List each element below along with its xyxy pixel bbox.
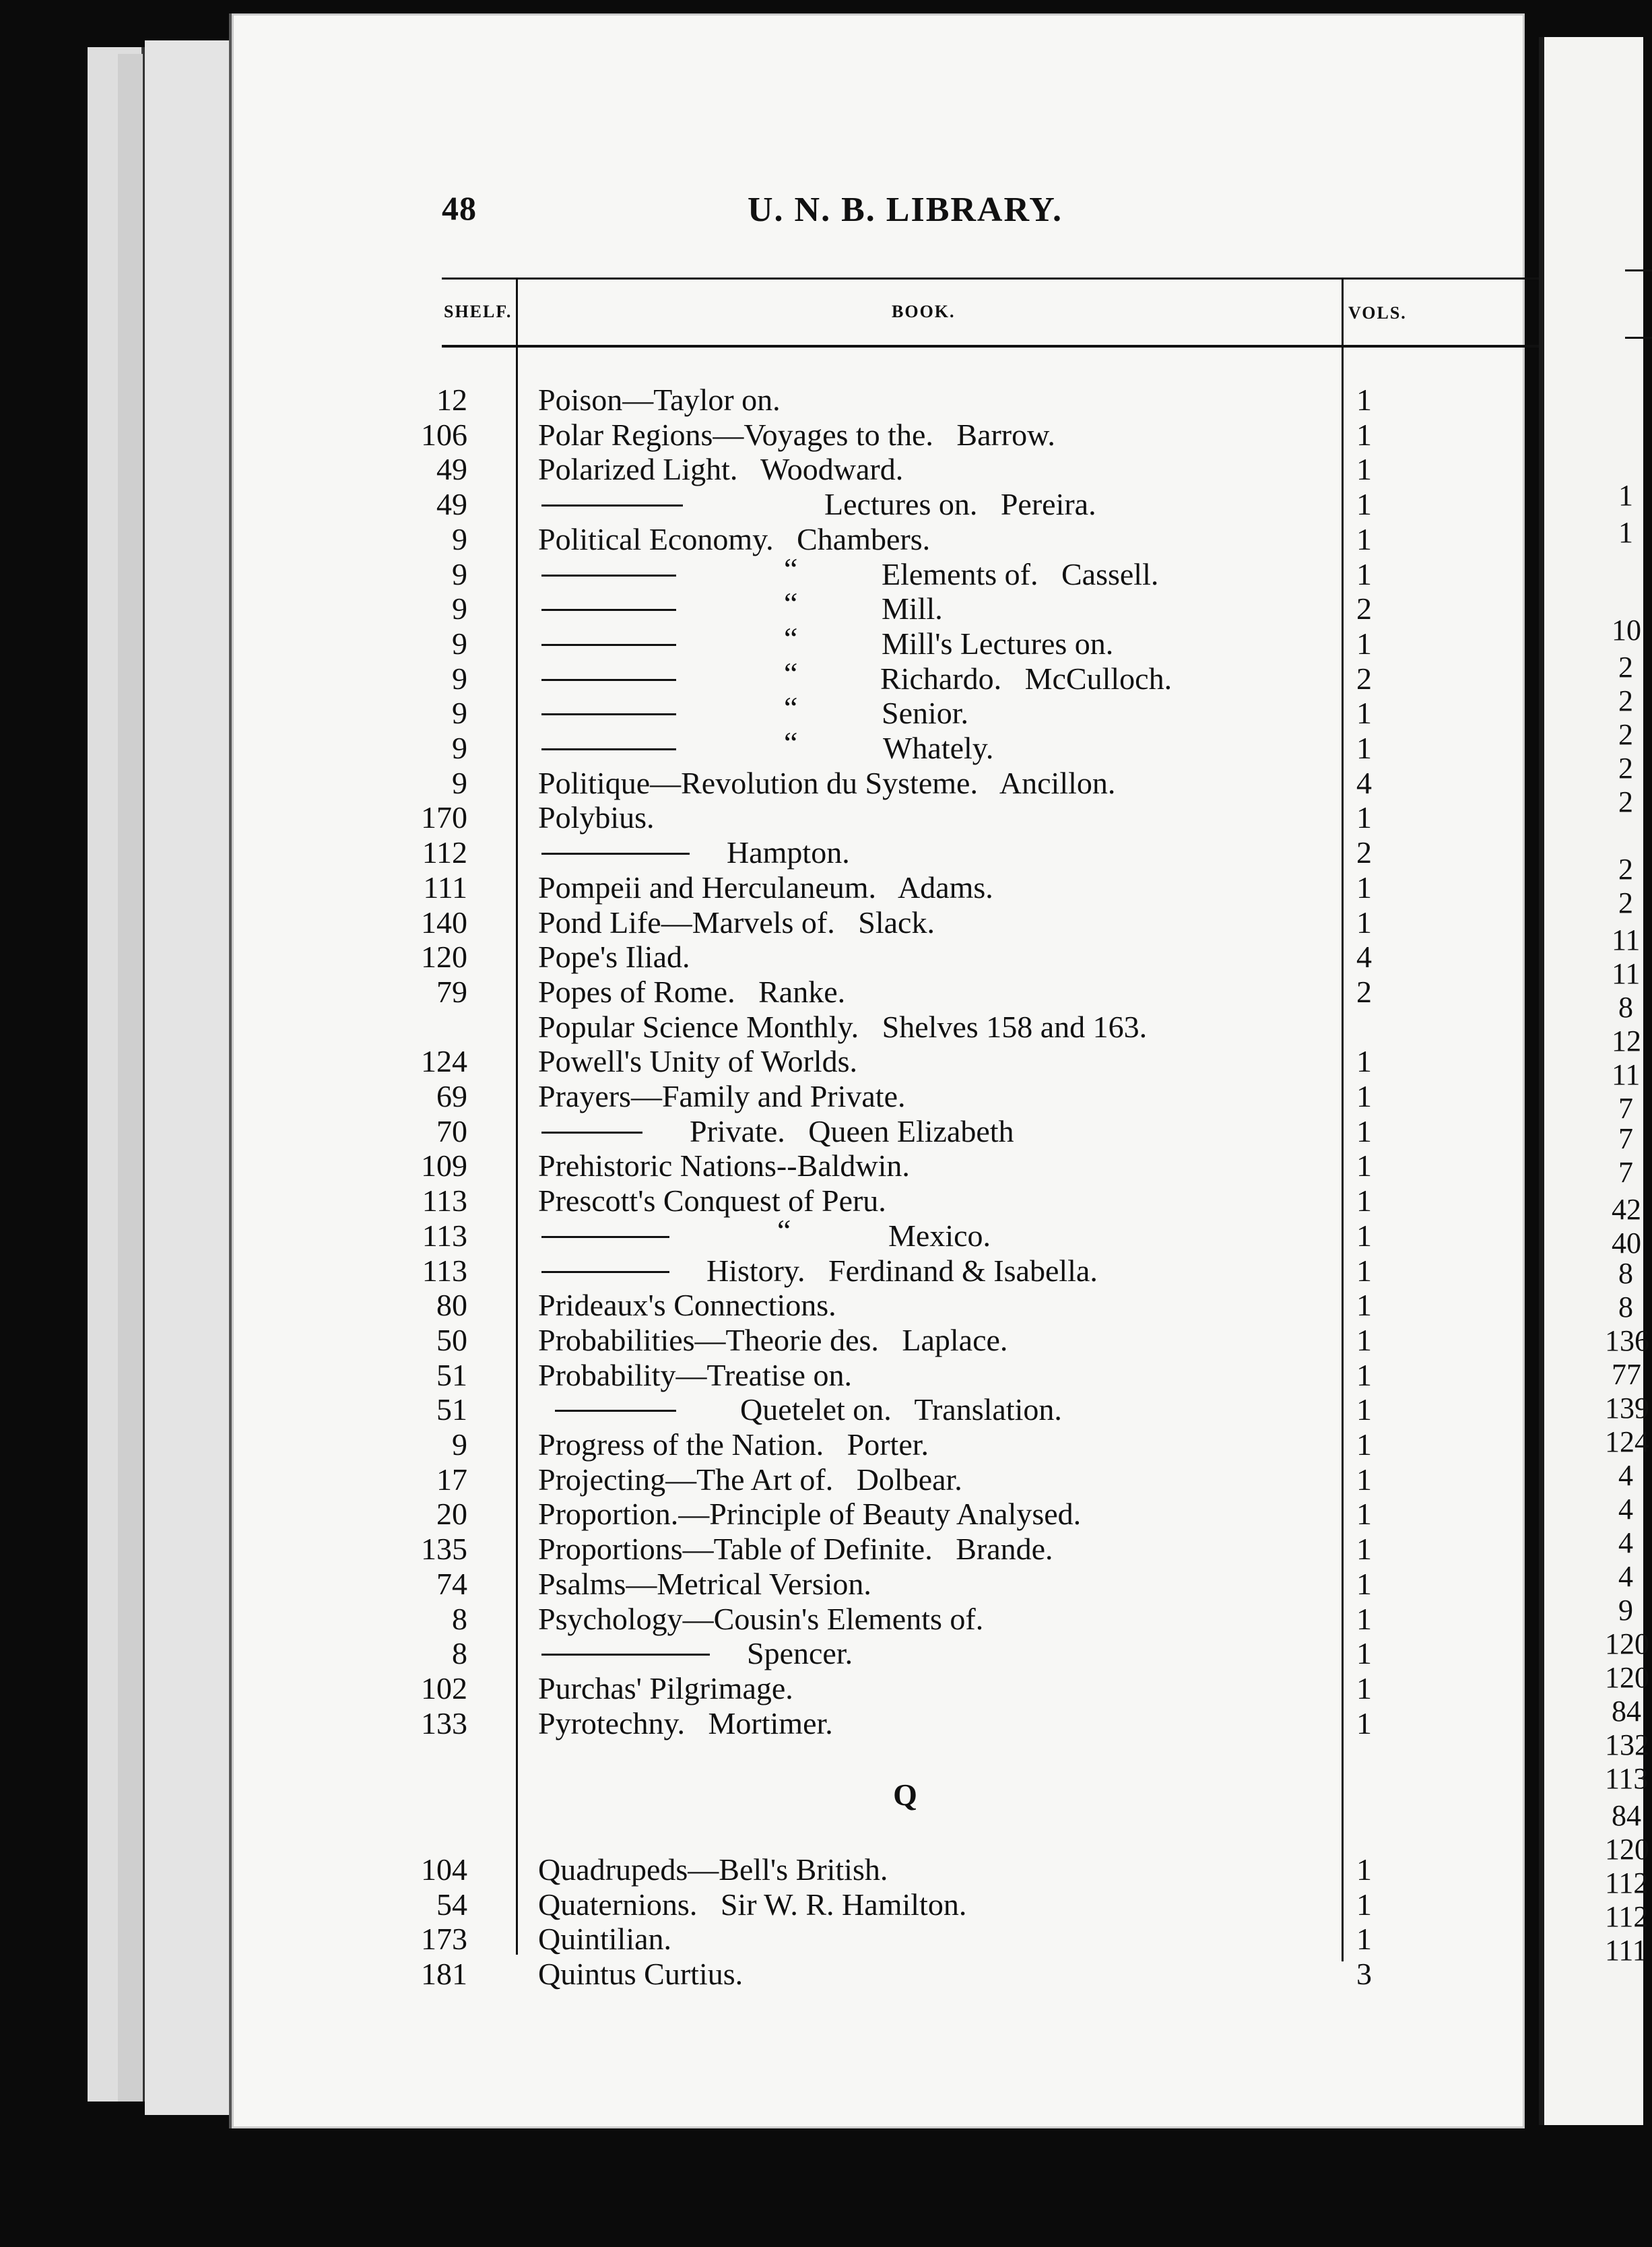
adjacent-page-number: 120	[1605, 1661, 1649, 1694]
entry-row	[232, 1323, 1525, 1358]
entry-title: Probability—Treatise on.	[538, 1357, 852, 1392]
entry-row	[232, 1957, 1525, 1992]
entry-shelf: 106	[421, 417, 467, 452]
entry-title: Quaternions. Sir W. R. Hamilton.	[538, 1887, 967, 1922]
entry-vols: 1	[1356, 1183, 1372, 1218]
adjacent-page-number: 4	[1618, 1493, 1633, 1526]
entry-title: Proportion.—Principle of Beauty Analysed.	[538, 1497, 1082, 1532]
entry-shelf: 102	[421, 1670, 467, 1705]
entry-shelf: 113	[422, 1253, 467, 1288]
entry-vols: 1	[1356, 1427, 1372, 1462]
ditto-mark: “	[784, 725, 798, 760]
entry-title: Prehistoric Nations--Baldwin.	[538, 1148, 910, 1183]
entry-shelf: 9	[452, 661, 467, 696]
entry-vols: 1	[1356, 1044, 1372, 1079]
entry-row	[232, 1010, 1525, 1045]
ditto-rule	[541, 504, 683, 507]
adjacent-page-number: 84	[1612, 1799, 1641, 1832]
entry-shelf: 49	[436, 452, 467, 487]
entry-title: Pope's Iliad.	[538, 940, 690, 975]
entry-title: Senior.	[882, 696, 969, 731]
entry-title: Pyrotechny. Mortimer.	[538, 1705, 833, 1740]
entry-shelf: 49	[436, 487, 467, 522]
ditto-rule	[541, 609, 676, 611]
adjacent-page-number: 136	[1605, 1324, 1649, 1357]
ditto-rule	[541, 679, 676, 681]
entry-title: Progress of the Nation. Porter.	[538, 1427, 929, 1462]
adjacent-page-number: 113	[1605, 1762, 1649, 1795]
adjacent-page-number: 11	[1612, 923, 1641, 956]
adjacent-page-number: 111	[1605, 1934, 1647, 1967]
entry-shelf: 79	[436, 974, 467, 1009]
entry-title: Popes of Rome. Ranke.	[538, 974, 846, 1009]
entry-title: Probabilities—Theorie des. Laplace.	[538, 1322, 1008, 1357]
column-header-book: BOOK.	[892, 302, 956, 321]
entry-shelf: 54	[436, 1887, 467, 1922]
entry-title: Prayers—Family and Private.	[538, 1079, 906, 1113]
entry-vols: 1	[1356, 417, 1372, 452]
entry-vols: 1	[1356, 521, 1372, 556]
entry-shelf: 8	[452, 1601, 467, 1636]
entry-title: Prescott's Conquest of Peru.	[538, 1183, 886, 1218]
entry-shelf: 51	[436, 1357, 467, 1392]
entry-row	[232, 1288, 1525, 1323]
entry-vols: 1	[1356, 1887, 1372, 1922]
entry-title: Private. Queen Elizabeth	[690, 1113, 1014, 1148]
entry-shelf: 9	[452, 556, 467, 591]
entry-vols: 1	[1356, 1253, 1372, 1288]
entry-row	[232, 1183, 1525, 1218]
ditto-mark: “	[784, 551, 798, 586]
entry-row	[232, 690, 1525, 731]
entry-row	[232, 1852, 1525, 1887]
entry-row	[232, 1636, 1525, 1671]
entry-shelf: 9	[452, 731, 467, 765]
entry-shelf: 113	[422, 1218, 467, 1253]
entry-title: History. Ferdinand & Isabella.	[706, 1253, 1098, 1288]
entry-title: Polybius.	[538, 800, 655, 835]
entry-row	[232, 1887, 1525, 1922]
adjacent-page-number: 7	[1618, 1156, 1633, 1189]
entry-row	[232, 487, 1525, 522]
entry-row	[232, 870, 1525, 905]
section-letter: Q	[893, 1778, 917, 1812]
entry-shelf: 135	[421, 1532, 467, 1567]
adjacent-page-number: 2	[1618, 886, 1633, 919]
entry-row	[232, 1212, 1525, 1253]
entry-shelf: 133	[421, 1705, 467, 1740]
entry-vols: 1	[1356, 1497, 1372, 1532]
entry-shelf: 51	[436, 1392, 467, 1427]
adjacent-page-number: 8	[1618, 1291, 1633, 1324]
entry-vols: 2	[1356, 661, 1372, 696]
entry-row	[232, 1671, 1525, 1706]
ditto-mark: “	[784, 655, 798, 690]
entry-title: Psychology—Cousin's Elements of.	[538, 1601, 984, 1636]
adjacent-page-number: 124	[1605, 1425, 1649, 1458]
adjacent-page-number: 1	[1618, 479, 1633, 512]
ditto-rule	[541, 1271, 669, 1273]
entry-row	[232, 1567, 1525, 1602]
catalogue-page	[229, 13, 1525, 2128]
entry-shelf: 9	[452, 1427, 467, 1462]
adjacent-page-number: 84	[1612, 1695, 1641, 1728]
adjacent-page-number: 40	[1612, 1227, 1641, 1260]
adjacent-page-number: 9	[1618, 1594, 1633, 1627]
entry-vols: 1	[1356, 1532, 1372, 1567]
entry-vols: 1	[1356, 1670, 1372, 1705]
adjacent-page-number: 112	[1605, 1900, 1649, 1933]
entry-title: Whately.	[883, 731, 994, 765]
adjacent-page-number: 4	[1618, 1459, 1633, 1492]
entry-vols: 1	[1356, 556, 1372, 591]
entry-row	[232, 522, 1525, 557]
entry-title: Richardo. McCulloch.	[880, 661, 1172, 696]
entry-shelf: 113	[422, 1183, 467, 1218]
entry-vols: 1	[1356, 1462, 1372, 1497]
entry-shelf: 74	[436, 1566, 467, 1601]
entry-vols: 1	[1356, 1922, 1372, 1957]
entry-row	[232, 452, 1525, 487]
adjacent-page-number: 77	[1612, 1358, 1641, 1391]
entry-shelf: 124	[421, 1044, 467, 1079]
ditto-rule	[541, 713, 676, 715]
entry-row	[232, 766, 1525, 801]
entry-shelf: 80	[436, 1288, 467, 1323]
entry-shelf: 9	[452, 591, 467, 626]
adjacent-page-number: 8	[1618, 1257, 1633, 1290]
entry-vols: 1	[1356, 1148, 1372, 1183]
column-header-vols: VOLS.	[1348, 303, 1407, 323]
entry-vols: 1	[1356, 1322, 1372, 1357]
entry-title: Polarized Light. Woodward.	[538, 452, 904, 487]
entry-row	[232, 1114, 1525, 1149]
entry-vols: 1	[1356, 1636, 1372, 1671]
entry-vols: 1	[1356, 1218, 1372, 1253]
ditto-rule	[541, 644, 676, 646]
entry-title: Mill's Lectures on.	[882, 626, 1114, 661]
entry-title: Polar Regions—Voyages to the. Barrow.	[538, 417, 1055, 452]
adjacent-page-number: 7	[1618, 1092, 1633, 1125]
entry-row	[232, 905, 1525, 940]
adjacent-page-number: 2	[1618, 853, 1633, 886]
ditto-rule	[541, 1132, 642, 1134]
entry-shelf: 181	[421, 1957, 467, 1992]
page-number: 48	[442, 189, 477, 227]
entry-row	[232, 655, 1525, 696]
entry-shelf: 50	[436, 1322, 467, 1357]
entry-vols: 1	[1356, 626, 1372, 661]
entry-shelf: 109	[421, 1148, 467, 1183]
adjacent-page-rule	[1625, 269, 1652, 271]
adjacent-page-number: 4	[1618, 1560, 1633, 1593]
entry-row	[232, 1427, 1525, 1462]
adjacent-page-number: 2	[1618, 785, 1633, 818]
entry-shelf: 140	[421, 905, 467, 940]
entry-title: Politique—Revolution du Systeme. Ancillon.	[538, 765, 1116, 800]
entry-row	[232, 1358, 1525, 1393]
entry-shelf: 9	[452, 696, 467, 731]
adjacent-page-number: 7	[1618, 1122, 1633, 1155]
ditto-mark: “	[784, 690, 798, 725]
entry-vols: 1	[1356, 1392, 1372, 1427]
entry-vols: 1	[1356, 696, 1372, 731]
entry-vols: 1	[1356, 452, 1372, 487]
entry-shelf: 8	[452, 1636, 467, 1671]
entry-shelf: 20	[436, 1497, 467, 1532]
entry-shelf: 12	[436, 383, 467, 417]
entry-shelf: 9	[452, 521, 467, 556]
ditto-rule	[541, 853, 690, 855]
entry-row	[232, 1079, 1525, 1114]
entry-title: Purchas' Pilgrimage.	[538, 1670, 793, 1705]
ditto-mark: “	[784, 620, 798, 655]
entry-row	[232, 835, 1525, 870]
entry-vols: 1	[1356, 383, 1372, 417]
entry-row	[232, 551, 1525, 592]
entry-title: Spencer.	[747, 1636, 853, 1671]
entry-title: Mill.	[882, 591, 943, 626]
entry-title: Elements of. Cassell.	[882, 556, 1159, 591]
entry-row	[232, 1392, 1525, 1427]
adjacent-page-number: 2	[1618, 718, 1633, 751]
entry-shelf: 70	[436, 1113, 467, 1148]
entry-shelf: 120	[421, 940, 467, 975]
entry-vols: 1	[1356, 731, 1372, 765]
entry-vols: 2	[1356, 591, 1372, 626]
entry-row	[232, 975, 1525, 1010]
entry-vols: 1	[1356, 1566, 1372, 1601]
entry-shelf: 9	[452, 765, 467, 800]
running-title: U. N. B. LIBRARY.	[747, 191, 1063, 229]
adjacent-page-number: 11	[1612, 957, 1641, 990]
entry-shelf: 69	[436, 1079, 467, 1113]
adjacent-page-number: 1	[1618, 516, 1633, 549]
entry-vols: 2	[1356, 974, 1372, 1009]
adjacent-page-number: 11	[1612, 1058, 1641, 1091]
adjacent-page-number: 139	[1605, 1392, 1649, 1425]
entry-shelf: 111	[423, 870, 467, 905]
entry-shelf: 104	[421, 1852, 467, 1887]
entry-row	[232, 1602, 1525, 1637]
entry-vols: 1	[1356, 1357, 1372, 1392]
entry-shelf: 173	[421, 1922, 467, 1957]
adjacent-page-number: 4	[1618, 1526, 1633, 1559]
entry-vols: 1	[1356, 1705, 1372, 1740]
entry-vols: 1	[1356, 487, 1372, 522]
entry-row	[232, 725, 1525, 766]
adjacent-page-number: 10	[1612, 614, 1641, 647]
entry-shelf: 17	[436, 1462, 467, 1497]
entry-title: Quetelet on. Translation.	[740, 1392, 1062, 1427]
entry-row	[232, 800, 1525, 835]
entry-vols: 1	[1356, 905, 1372, 940]
entry-title: Quintus Curtius.	[538, 1957, 744, 1992]
ditto-rule	[541, 1654, 710, 1656]
entry-row	[232, 1253, 1525, 1289]
entry-row	[232, 1922, 1525, 1957]
entry-row	[232, 383, 1525, 418]
entry-vols: 3	[1356, 1957, 1372, 1992]
entry-title: Poison—Taylor on.	[538, 383, 781, 417]
entry-vols: 1	[1356, 1079, 1372, 1113]
entry-row	[232, 418, 1525, 453]
entry-row	[232, 940, 1525, 975]
entry-title: Mexico.	[888, 1218, 991, 1253]
ditto-rule	[541, 1236, 669, 1238]
entry-title: Proportions—Table of Definite. Brande.	[538, 1532, 1053, 1567]
page-edge-stack	[145, 40, 236, 2115]
adjacent-page-number: 12	[1612, 1024, 1641, 1057]
entry-title: Popular Science Monthly. Shelves 158 and 163.	[538, 1009, 1148, 1044]
entry-title: Lectures on. Pereira.	[824, 487, 1096, 522]
adjacent-page-number: 2	[1618, 651, 1633, 684]
adjacent-page-fragment	[1539, 37, 1649, 2125]
ditto-mark: “	[777, 1212, 791, 1247]
entry-title: Pompeii and Herculaneum. Adams.	[538, 870, 993, 905]
adjacent-page-number: 112	[1605, 1866, 1649, 1899]
ditto-rule	[555, 1410, 676, 1412]
header-rule-bottom	[442, 345, 1540, 348]
entry-row	[232, 1148, 1525, 1183]
column-header-shelf: SHELF.	[444, 302, 513, 321]
entry-vols: 4	[1356, 940, 1372, 975]
entry-row	[232, 1706, 1525, 1741]
entry-vols: 1	[1356, 800, 1372, 835]
entry-shelf: 170	[421, 800, 467, 835]
entry-title: Psalms—Metrical Version.	[538, 1566, 871, 1601]
entry-title: Quintilian.	[538, 1922, 672, 1957]
entry-title: Projecting—The Art of. Dolbear.	[538, 1462, 962, 1497]
entry-row	[232, 1462, 1525, 1497]
entry-row	[232, 586, 1525, 626]
entry-vols: 1	[1356, 1288, 1372, 1323]
entry-vols: 1	[1356, 1113, 1372, 1148]
entry-row	[232, 620, 1525, 661]
ditto-rule	[541, 575, 676, 577]
adjacent-page-rule	[1625, 337, 1652, 339]
entry-shelf: 112	[422, 835, 467, 870]
adjacent-page-number: 2	[1618, 684, 1633, 717]
entry-row	[232, 1497, 1525, 1532]
adjacent-page-number: 132	[1605, 1728, 1649, 1761]
entry-row	[232, 1044, 1525, 1079]
adjacent-page-number: 42	[1612, 1193, 1641, 1226]
adjacent-page-number: 8	[1618, 991, 1633, 1024]
entry-title: Powell's Unity of Worlds.	[538, 1044, 857, 1079]
adjacent-page-number: 120	[1605, 1627, 1649, 1660]
entry-shelf: 9	[452, 626, 467, 661]
header-rule-top	[442, 278, 1540, 280]
entry-vols: 4	[1356, 765, 1372, 800]
entry-vols: 1	[1356, 1601, 1372, 1636]
entry-title: Pond Life—Marvels of. Slack.	[538, 905, 935, 940]
adjacent-page-number: 120	[1605, 1833, 1649, 1866]
ditto-mark: “	[784, 586, 798, 621]
entry-title: Prideaux's Connections.	[538, 1288, 836, 1323]
entry-title: Quadrupeds—Bell's British.	[538, 1852, 888, 1887]
entry-title: Political Economy. Chambers.	[538, 521, 931, 556]
entry-vols: 2	[1356, 835, 1372, 870]
entry-vols: 1	[1356, 870, 1372, 905]
entry-title: Hampton.	[727, 835, 850, 870]
ditto-rule	[541, 748, 676, 750]
adjacent-page-number: 2	[1618, 752, 1633, 785]
entry-row	[232, 1532, 1525, 1567]
entry-vols: 1	[1356, 1852, 1372, 1887]
